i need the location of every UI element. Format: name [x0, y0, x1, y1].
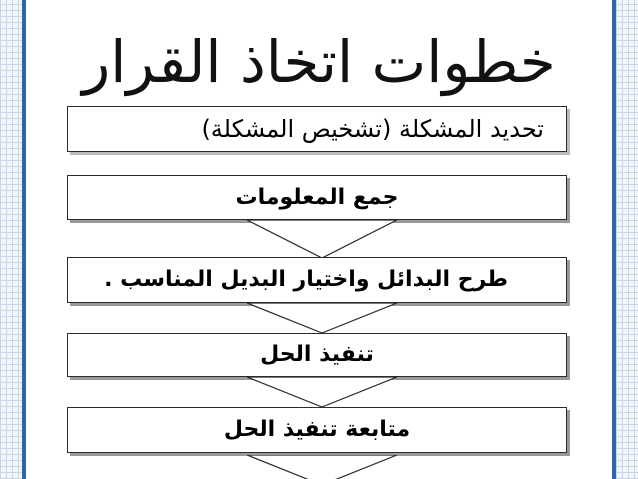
right-frame-line [612, 0, 616, 479]
step-box-alternatives: طرح البدائل واختيار البديل المناسب . [67, 257, 567, 303]
left-decorative-frame [0, 0, 22, 479]
step-box-collect-information: جمع المعلومات [67, 175, 567, 220]
step-box-define-problem: تحديد المشكلة (تشخيص المشكلة) [67, 106, 567, 152]
step-box-implement-solution: تنفيذ الحل [67, 333, 567, 377]
down-arrow-icon [247, 455, 397, 479]
down-arrow-icon [247, 377, 397, 409]
down-arrow-icon [247, 220, 397, 260]
down-arrow-icon [247, 303, 397, 335]
right-decorative-frame [616, 0, 638, 479]
step-box-follow-up: متابعة تنفيذ الحل [67, 407, 567, 453]
slide-title: خطوات اتخاذ القرار [82, 28, 556, 96]
